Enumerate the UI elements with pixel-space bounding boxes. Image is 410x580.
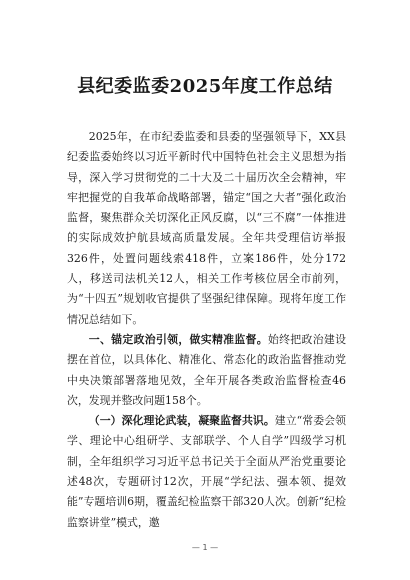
- section-1-paragraph: [67, 330, 346, 411]
- section-1-1-text: 建立“常委会领学、理论中心组研学、支部联学、个人自学”四级学习机制，全年组织学习习近平总书记关于全面从严治党重要论述48次，专题研讨12次，开展“学纪法、强本领、提效能”专题培训6期，覆盖纪检监察干部320人次。创新“纪检监察讲堂”模式，邀: [67, 414, 346, 529]
- intro-paragraph: 2025年，在市纪委监委和县委的坚强领导下，XX县纪委监委始终以习近平新时代中国特色社会主义思想为指导，深入学习贯彻党的二十大及二十届历次全会精神，牢牢把握党的自我革命战略部署，锚定“国之大者”强化政治监督，聚焦群众关切深化正风反腐，以“三不腐”一体推进的实际成效护航县域高质量发展。全年共受理信访举报326件，处置问题线索418件，立案186件，处分172人，移送司法机关12人，相关工作考核位居全市前列，为“十四五”规划收官提供了坚强纪律保障。现将年度工作情况总结如下。: [67, 130, 346, 326]
- section-1-1-paragraph: [67, 411, 346, 533]
- document-title: 县纪委监委2025年度工作总结: [77, 76, 333, 97]
- document-body: [67, 127, 346, 533]
- page-number: — 1 —: [191, 543, 219, 552]
- section-1-heading: 一、锚定政治引领，做实精准监督。: [88, 332, 268, 346]
- section-1-text: 始终把政治建设摆在首位，以具体化、精准化、常态化的政治监督推动党中央决策部署落地见效，全年开展各类政治监督检查46次，发现并整改问题158个。: [67, 332, 346, 407]
- section-1-1-heading: （一）深化理论武装，凝聚监督共识。: [88, 414, 275, 428]
